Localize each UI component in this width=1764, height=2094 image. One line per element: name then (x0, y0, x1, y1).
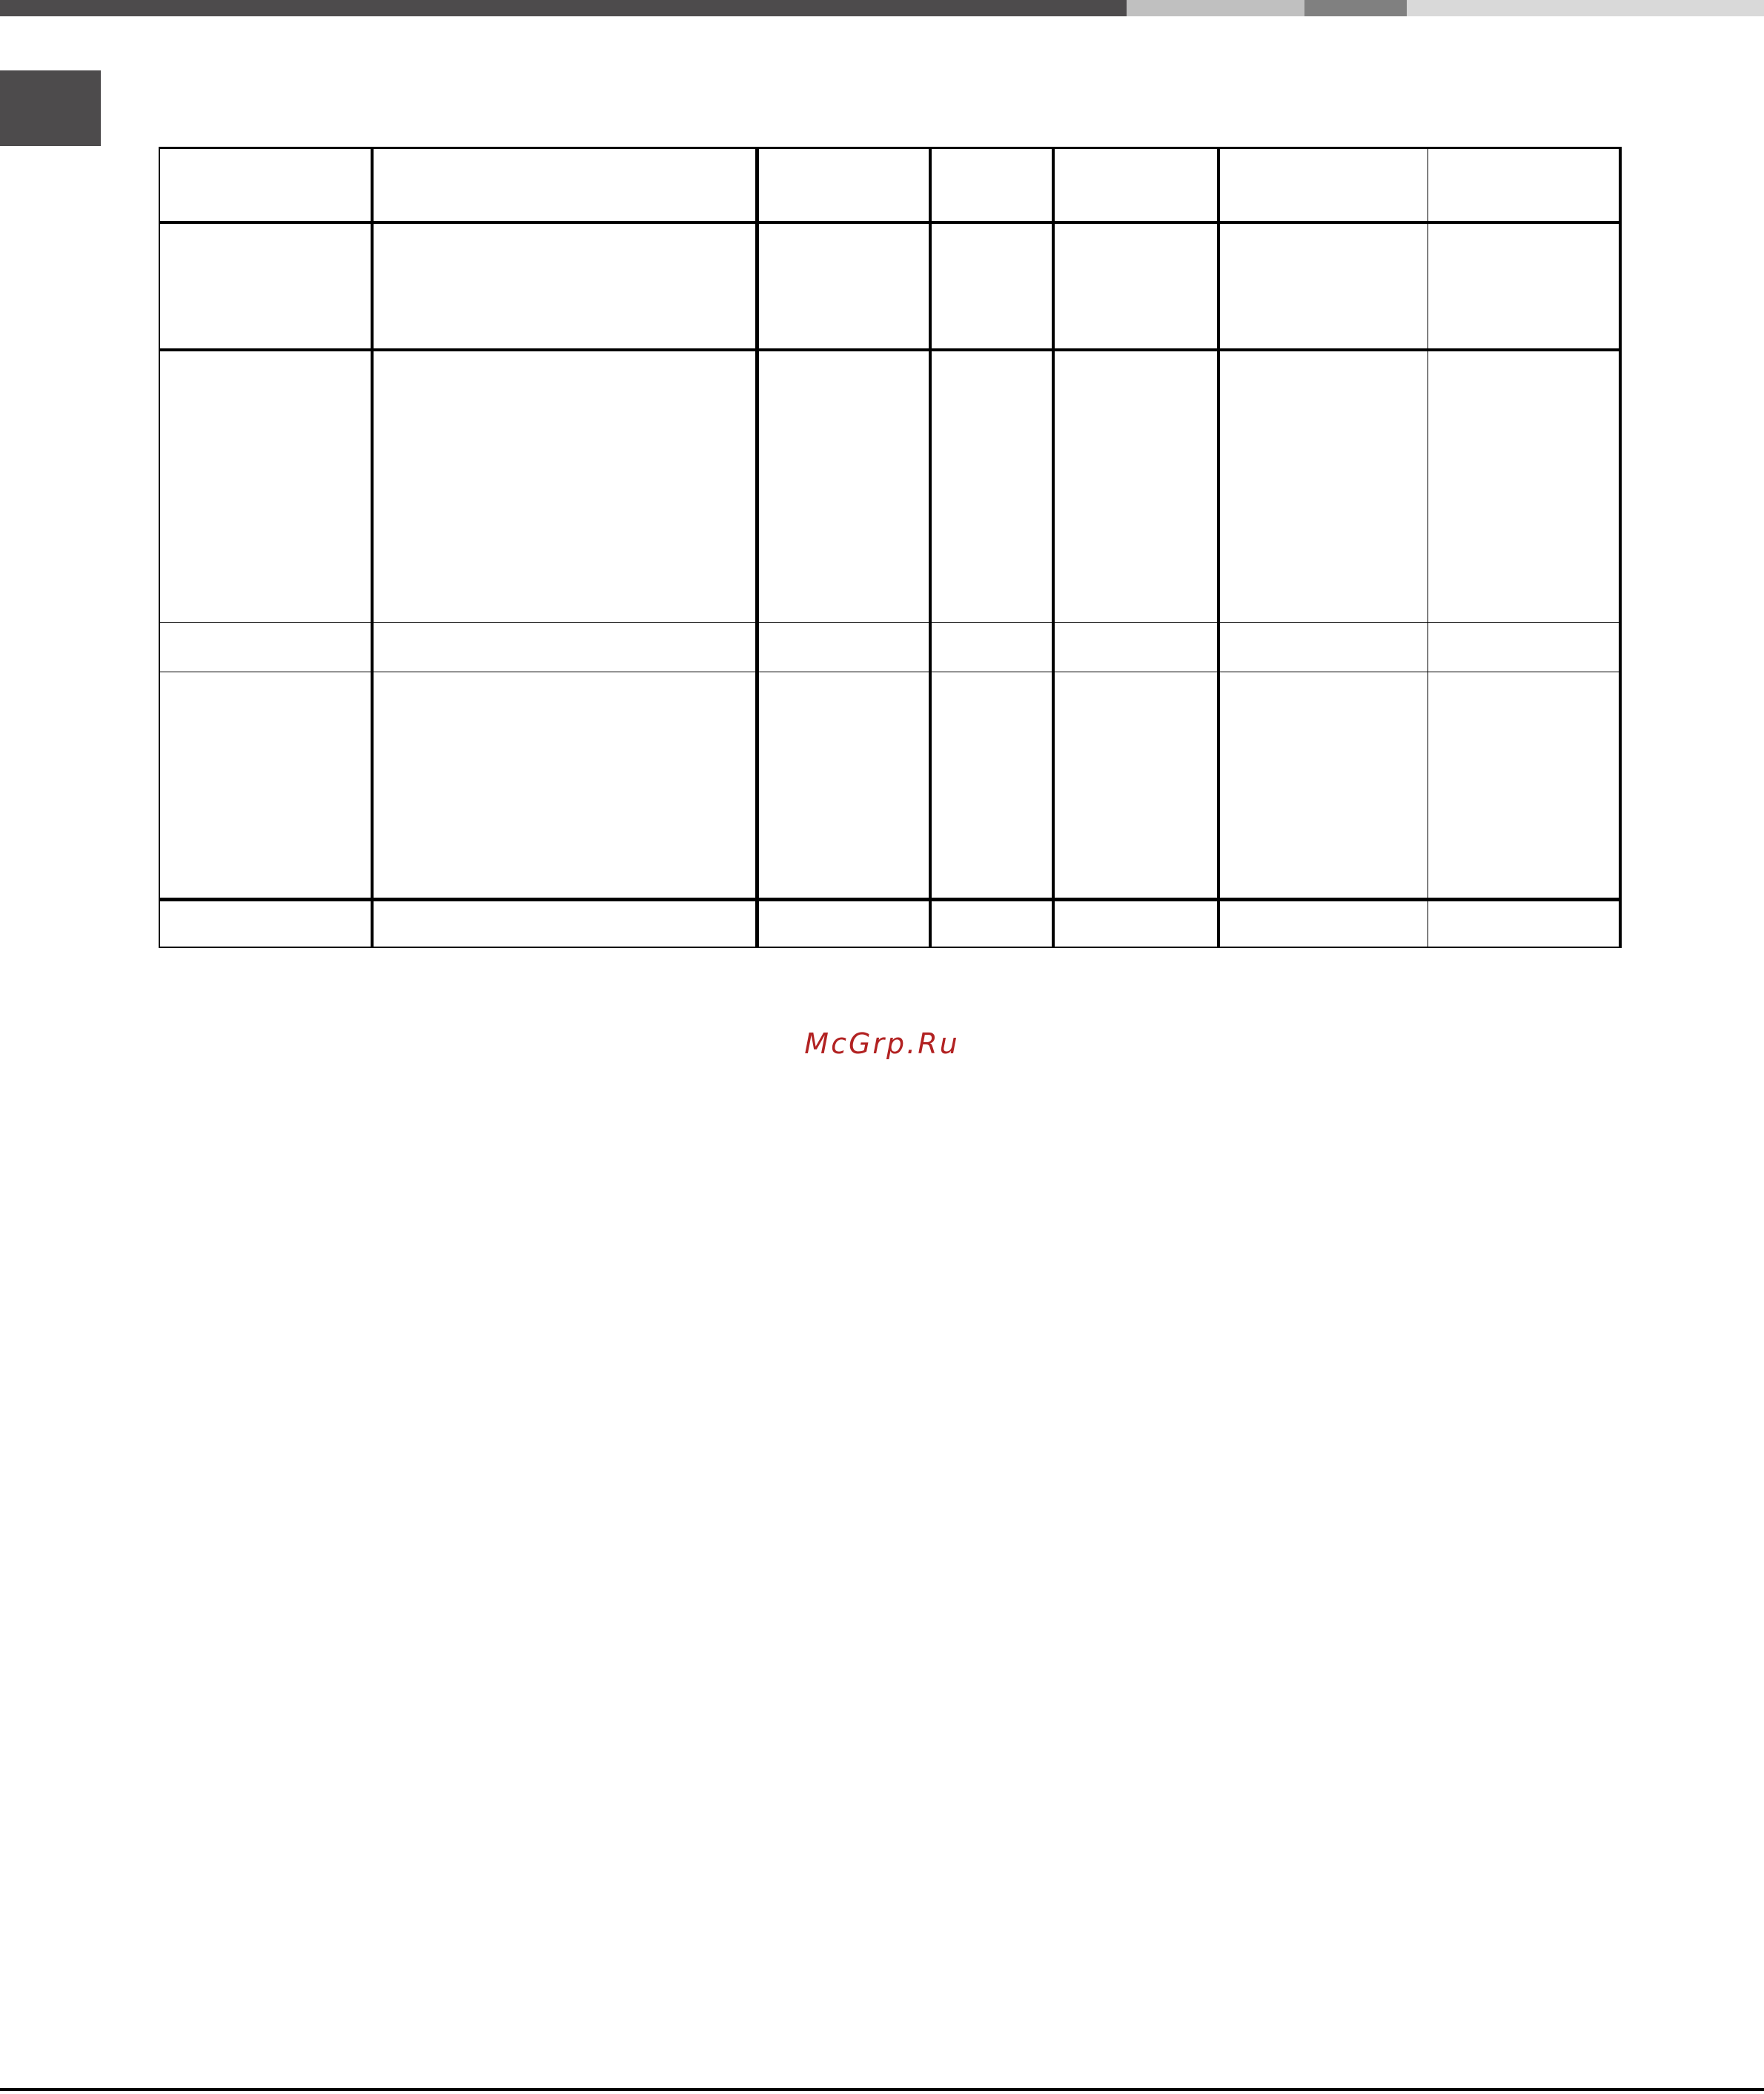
table-column-rule (1217, 147, 1220, 948)
table-column-rule (929, 147, 932, 948)
bottom-rule (0, 2088, 1764, 2091)
table-row-rule (159, 147, 1622, 149)
table-row-rule (159, 898, 1622, 901)
table-column-rule (1619, 147, 1622, 948)
table-column-rule (371, 147, 374, 948)
table-row-rule (159, 348, 1622, 351)
top-bar-segment-mid (1304, 0, 1407, 16)
table-row-rule (159, 947, 1622, 948)
section-tab-marker (0, 70, 101, 146)
top-bar-segment-pale (1407, 0, 1764, 16)
table-row-rule (159, 622, 1622, 623)
watermark: McGrp.Ru (804, 1027, 960, 1060)
top-bar-segment-dark (0, 0, 1127, 16)
table-column-rule (159, 147, 160, 948)
table-row-rule (159, 221, 1622, 224)
empty-table-grid (159, 147, 1620, 948)
top-color-bar (0, 0, 1764, 16)
table-column-rule (755, 147, 759, 948)
top-bar-segment-light (1127, 0, 1304, 16)
table-column-rule (1052, 147, 1055, 948)
